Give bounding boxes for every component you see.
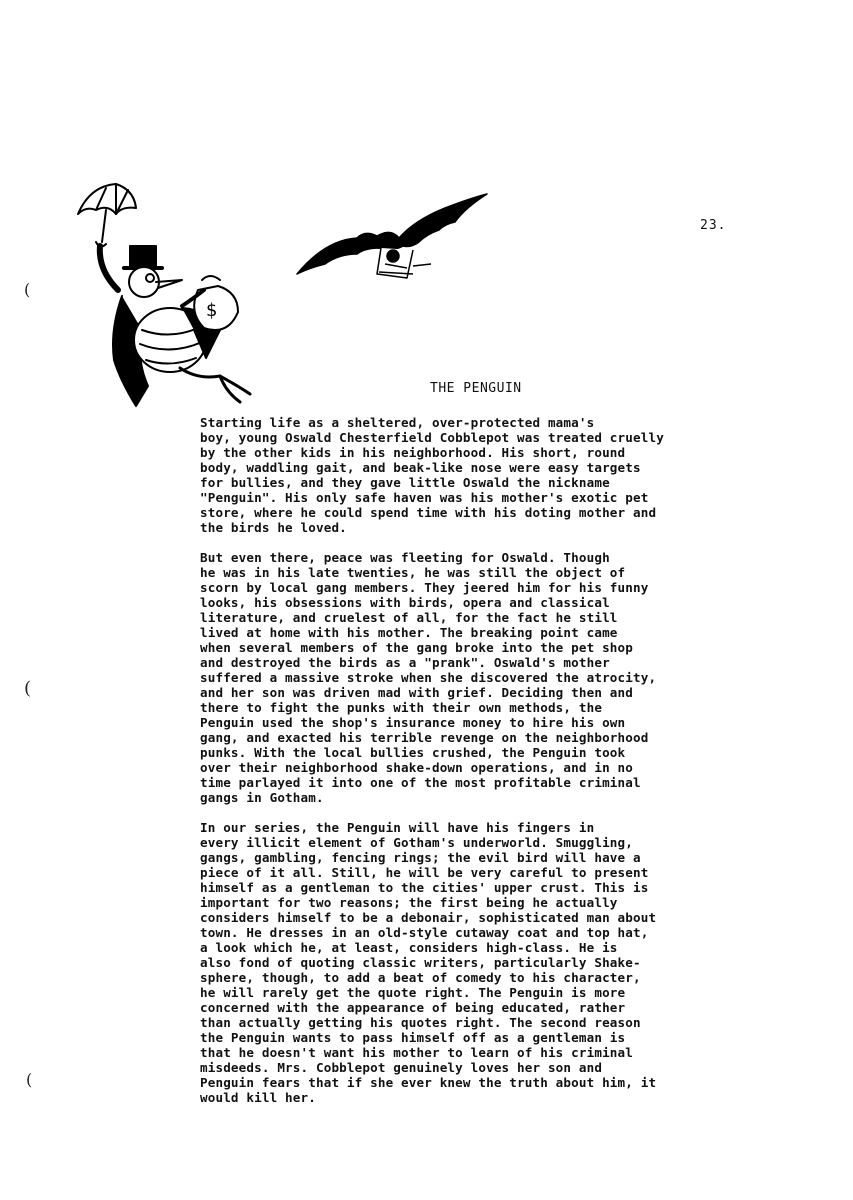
page-title: THE PENGUIN (430, 381, 522, 396)
paragraph-origin: Starting life as a sheltered, over-protected mama's boy, young Oswald Chesterfield Cobblepot was treated cruelly by the other kids in his neighborhood. His short, round body, waddling gait, and beak-like nose were easy targets for bullies, and they gave little Oswald the nickname "Penguin". His only safe haven was his mother's exotic pet store, where he could spend time with his doting mother and the birds he loved. (200, 415, 664, 535)
penguin-illustration (70, 180, 260, 415)
body-text (200, 415, 745, 1120)
margin-mark-1: ( (24, 280, 31, 299)
page-number: 23. (700, 218, 727, 233)
paragraph-series: In our series, the Penguin will have his fingers in every illicit element of Gotham's underworld. Smuggling, gangs, gambling, fencing rings; the evil bird will have a piece of it all. Still, he will be very careful to present himself as a gentleman to the cities' upper crust. This is important for two reasons; the first being he actually considers himself to be a debonair, sophisticated man about town. He dresses in an old-style cutaway coat and top hat, a look which he, at least, considers high-class. He is also fond of quoting classic writers, particularly Shake- sphere, though, to add a beat of comedy to his character, he will rarely get the quote right. The Penguin is more concerned with the appearance of being educated, rather than actually getting his quotes right. The second reason the Penguin wants to pass himself off as a gentleman is that he doesn't want his mother to learn of his criminal misdeeds. Mrs. Cobblepot genuinely loves her son and Penguin fears that if she ever knew the truth about him, it would kill her. (200, 820, 657, 1105)
bat-glider-illustration (295, 190, 490, 285)
margin-mark-3: ( (26, 1070, 33, 1089)
margin-mark-2: ( (24, 678, 32, 699)
svg-text:$: $ (206, 300, 218, 321)
paragraph-revenge: But even there, peace was fleeting for Oswald. Though he was in his late twenties, he was still the object of scorn by local gang members. They jeered him for his funny looks, his obsessions with birds, opera and classical literature, and cruelest of all, for the fact he still lived at home with his mother. The breaking point came when several members of the gang broke into the pet shop and destroyed the birds as a "prank". Oswald's mother suffered a massive stroke when she discovered the atrocity, and her son was driven mad with grief. Deciding then and there to fight the punks with their own methods, the Penguin used the shop's insurance money to hire his own gang, and exacted his terrible revenge on the neighborhood punks. With the local bullies crushed, the Penguin took over their neighborhood shake-down operations, and in no time parlayed it into one of the most profitable criminal gangs in Gotham. (200, 550, 657, 805)
